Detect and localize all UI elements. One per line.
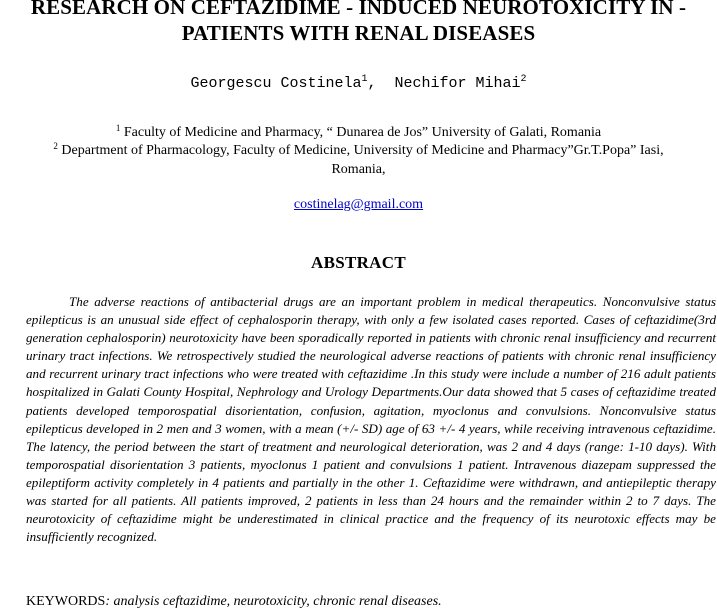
keywords-label: KEYWORDS bbox=[26, 594, 106, 609]
affiliation-mark: 1 bbox=[115, 123, 121, 133]
author-name: Georgescu Costinela bbox=[190, 75, 362, 92]
email-link[interactable]: costinelag@gmail.com bbox=[293, 197, 424, 212]
affiliation-2 bbox=[0, 141, 717, 160]
keywords-text: : analysis ceftazidime, neurotoxicity, chronic renal diseases. bbox=[105, 594, 442, 609]
author-affiliation-mark: 2 bbox=[520, 74, 527, 85]
paper-title-line-2: PATIENTS WITH RENAL DISEASES bbox=[181, 21, 536, 45]
author-list: Georgescu Costinela$^1$, Nechifor Mihai$^2$ bbox=[190, 74, 527, 92]
abstract-heading: ABSTRACT bbox=[311, 253, 406, 272]
author-name: Nechifor Mihai bbox=[394, 75, 521, 92]
affiliation-mark: 2 bbox=[53, 141, 58, 151]
author-email bbox=[0, 196, 717, 214]
keywords-line bbox=[26, 593, 716, 611]
author-affiliation-mark: 1 bbox=[361, 74, 368, 85]
affiliation-text: Department of Pharmacology, Faculty of Medicine, University of Medicine and Pharmacy”Gr.T.Popa” Iasi, bbox=[61, 143, 664, 158]
affiliation-1 bbox=[0, 123, 717, 142]
affiliation-text: Faculty of Medicine and Pharmacy, “ Dunarea de Jos” University of Galati, Romania bbox=[123, 125, 602, 140]
affiliation-2-continuation: Romania, bbox=[331, 162, 386, 177]
paper-title-line-1: RESEARCH ON CEFTAZIDIME - INDUCED NEUROTOXICITY IN - bbox=[30, 0, 687, 19]
abstract-text: The adverse reactions of antibacterial drugs are an important problem in medical therapeutics. Nonconvulsive status epilepticus is an unusual side effect of cephalosporin therapy, with only a few isolated cases reported. Cases of ceftazidime(3rd generation cephalosporin) neurotoxicity have been sporadically reported in patients with chronic renal insufficiency and recurrent urinary tract infections. We retrospectively studied the neurological adverse reactions of patients with chronic renal insufficiency and recurrent urinary tract infections who were treated with ceftazidime .In this study were include a number of 216 adult patients hospitalized in Galati County Hospital, Nephrology and Urology Departments.Our data showed that 5 cases of ceftazidime treated patients developed temporospatial disorientation, confusion, agitation, myoclonus and convulsions. Nonconvulsive status epilepticus developed in 2 men and 3 women, with a mean (+/- SD) age of 63 +/- 4 years, while receiving intravenous ceftazidime. The latency, the period between the start of treatment and neurological deterioration, was 2 and 4 days (range: 1-10 days). With temporospatial disorientation 3 patients, myoclonus 1 patient and convulsions 1 patient. Intravenous diazepam suppressed the epileptiform activity completely in 4 patients and partially in the other 1. Ceftazidime were withdrawn, and antiepileptic therapy was started for all patients. All patients improved, 2 patients in less than 24 hours and the remainder within 2 to 7 days. The neurotoxicity of ceftazidime might be underestimated in clinical practice and the frequency of its neurotoxic effects may be insufficiently recognized. bbox=[26, 294, 716, 545]
